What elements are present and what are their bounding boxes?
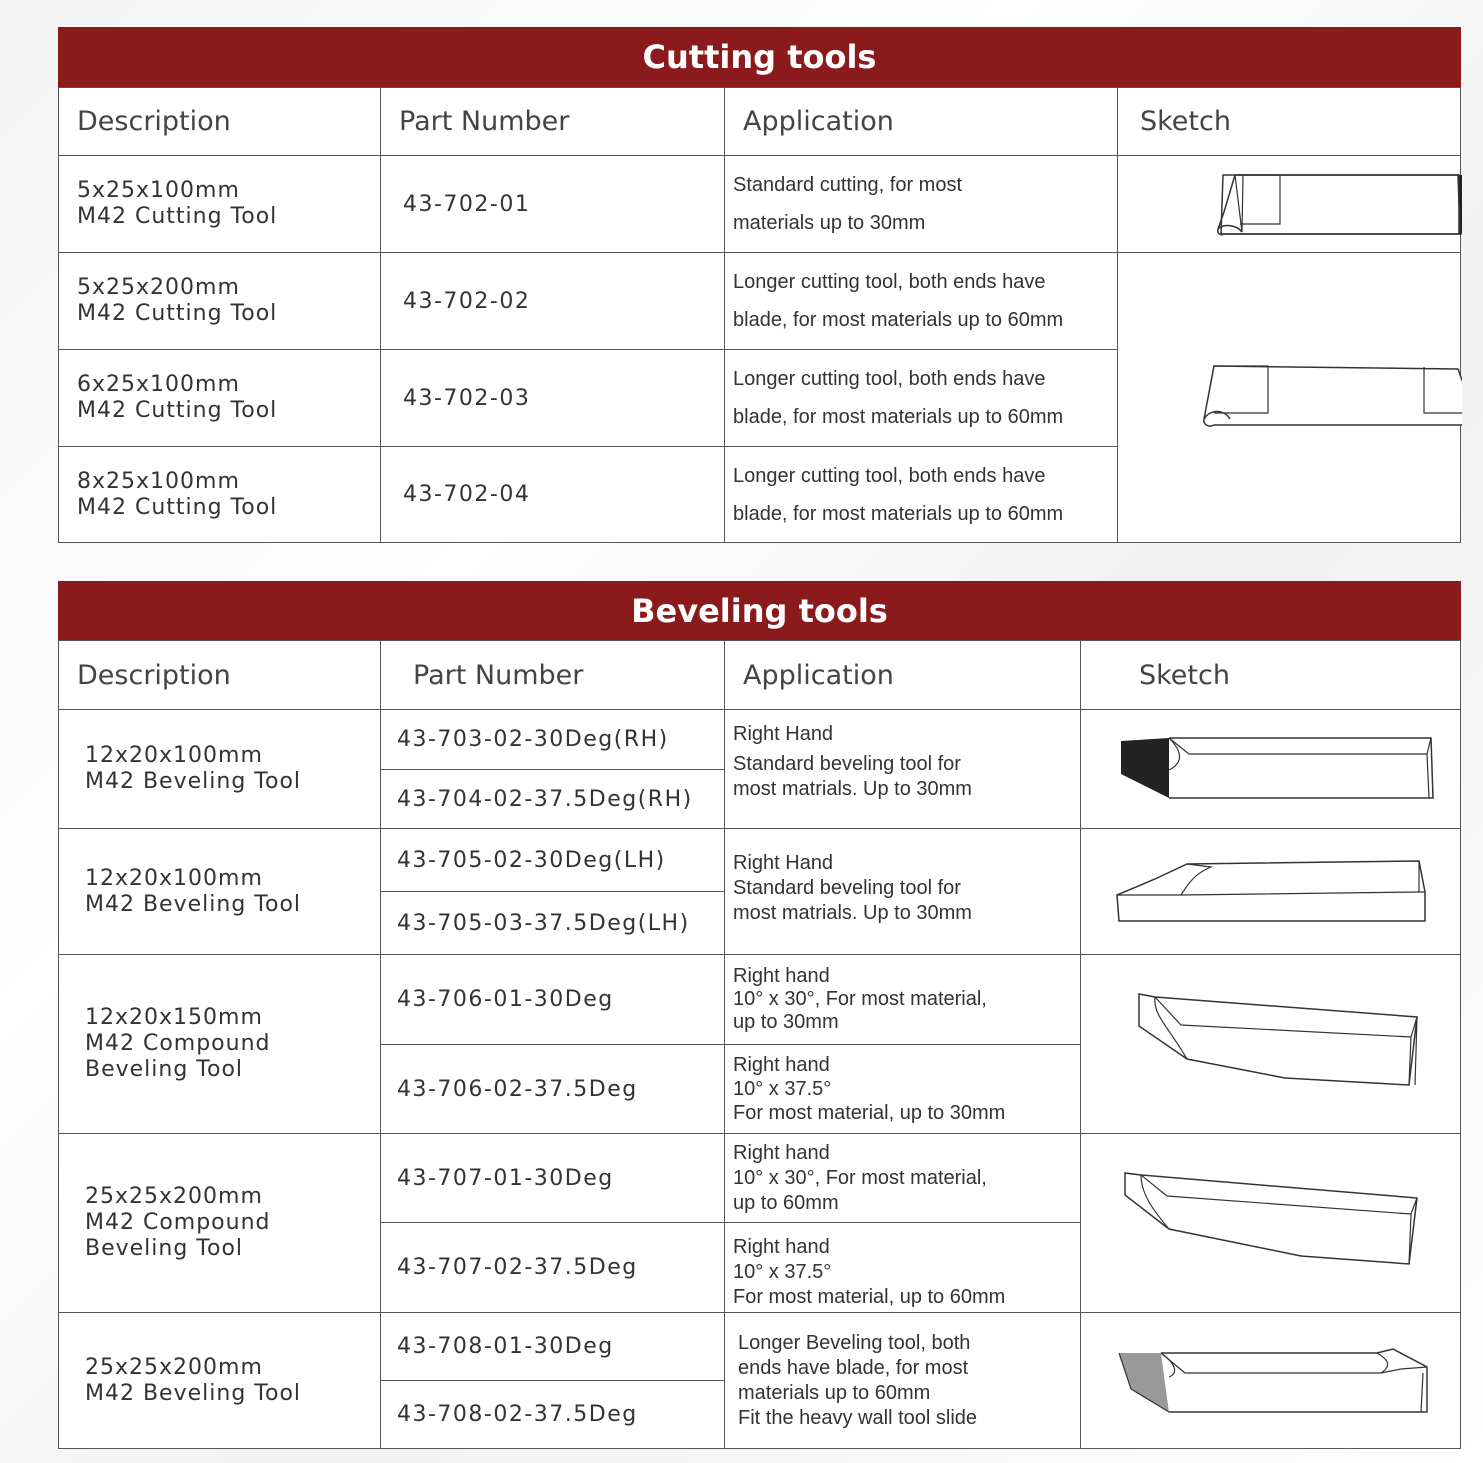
- application-line: Longer cutting tool, both ends have: [733, 464, 1046, 487]
- description-name: M42 Cutting Tool: [77, 204, 278, 229]
- application-line: 10° x 30°, For most material,: [733, 1166, 987, 1189]
- part-number-cell: 43-706-01-30Deg: [380, 954, 725, 1045]
- description-name: M42 Cutting Tool: [77, 301, 278, 326]
- application-line: 10° x 30°, For most material,: [733, 988, 987, 1010]
- part-number-cell: 43-702-04: [380, 446, 725, 543]
- application-cell: [724, 828, 1081, 955]
- application-cell: [724, 446, 1118, 543]
- application-line: ends have blade, for most: [738, 1356, 969, 1379]
- part-number-cell: 43-707-01-30Deg: [380, 1133, 725, 1223]
- application-cell: [724, 1312, 1081, 1449]
- header-sketch: Sketch: [1080, 640, 1461, 710]
- application-line: Right hand: [733, 1054, 830, 1076]
- application-line: Right Hand: [733, 723, 834, 745]
- part-number-cell: 43-702-01: [380, 155, 725, 253]
- header-application: Application: [724, 87, 1118, 156]
- application-line: Fit the heavy wall tool slide: [738, 1406, 978, 1429]
- description-name: M42 Beveling Tool: [85, 1380, 302, 1406]
- cutting-tool-sketch-icon: [1118, 156, 1462, 254]
- part-number-cell: 43-708-01-30Deg: [380, 1312, 725, 1381]
- application-line: Right Hand: [733, 852, 834, 874]
- application-line: For most material, up to 30mm: [733, 1102, 1006, 1124]
- compound-beveling-tool-large-sketch-icon: [1081, 1134, 1462, 1314]
- application-line: materials up to 60mm: [738, 1381, 931, 1404]
- description-cell: [58, 709, 381, 829]
- application-cell: [724, 1222, 1081, 1313]
- double-end-beveling-tool-sketch-icon: [1081, 1313, 1462, 1450]
- beveling-tool-lh-sketch-icon: [1081, 829, 1462, 956]
- application-cell: [724, 709, 1081, 829]
- application-line: most matrials. Up to 30mm: [733, 778, 972, 800]
- application-line: Standard beveling tool for: [733, 877, 961, 899]
- description-name: M42 Cutting Tool: [77, 398, 278, 423]
- application-line: blade, for most materials up to 60mm: [733, 502, 1064, 525]
- description-cell: [58, 446, 381, 543]
- cutting-tools-table: [58, 27, 1461, 543]
- application-line: Right hand: [733, 1141, 830, 1164]
- part-number-cell: 43-702-03: [380, 349, 725, 447]
- application-line: up to 30mm: [733, 1011, 839, 1033]
- part-number-cell: 43-705-03-37.5Deg(LH): [380, 891, 725, 955]
- sketch-cell: [1080, 1312, 1461, 1449]
- description-cell: [58, 1312, 381, 1449]
- application-line: Right hand: [733, 965, 830, 987]
- description-name: M42 Compound: [85, 1031, 271, 1056]
- description-cell: [58, 828, 381, 955]
- part-number-cell: 43-704-02-37.5Deg(RH): [380, 769, 725, 829]
- description-name: M42 Beveling Tool: [85, 891, 302, 917]
- application-line: 10° x 37.5°: [733, 1261, 832, 1283]
- description-size: 25x25x200mm: [85, 1184, 263, 1209]
- description-size: 25x25x200mm: [85, 1354, 263, 1380]
- header-description: Description: [58, 87, 381, 156]
- description-size: 12x20x100mm: [85, 865, 263, 891]
- description-cell: [58, 954, 381, 1134]
- application-line: Longer cutting tool, both ends have: [733, 271, 1046, 293]
- description-size: 5x25x200mm: [77, 275, 240, 300]
- application-cell: [724, 155, 1118, 253]
- application-line: blade, for most materials up to 60mm: [733, 406, 1064, 428]
- part-number-cell: 43-706-02-37.5Deg: [380, 1044, 725, 1134]
- sketch-cell: [1080, 709, 1461, 829]
- application-line: 10° x 37.5°: [733, 1078, 832, 1100]
- description-name: M42 Compound: [85, 1210, 271, 1235]
- description-size: 6x25x100mm: [77, 372, 240, 397]
- application-line: Longer cutting tool, both ends have: [733, 368, 1046, 390]
- compound-beveling-tool-sketch-icon: [1081, 955, 1462, 1135]
- part-number-cell: 43-708-02-37.5Deg: [380, 1380, 725, 1449]
- beveling-tools-title: Beveling tools: [58, 581, 1461, 641]
- description-name: Beveling Tool: [85, 1057, 244, 1082]
- description-cell: [58, 252, 381, 350]
- part-number-cell: 43-702-02: [380, 252, 725, 350]
- header-sketch: Sketch: [1117, 87, 1461, 156]
- beveling-tool-rh-sketch-icon: [1081, 710, 1462, 830]
- application-line: up to 60mm: [733, 1191, 839, 1214]
- description-name: M42 Beveling Tool: [85, 769, 302, 794]
- application-line: Longer Beveling tool, both: [738, 1331, 971, 1354]
- header-part-number: Part Number: [380, 87, 725, 156]
- sketch-cell: [1080, 954, 1461, 1134]
- application-cell: [724, 954, 1081, 1045]
- header-part-number: Part Number: [380, 640, 725, 710]
- application-line: materials up to 30mm: [733, 212, 926, 234]
- sketch-cell: [1080, 828, 1461, 955]
- double-end-cutting-tool-sketch-icon: [1118, 253, 1462, 544]
- application-line: Standard cutting, for most: [733, 174, 963, 196]
- description-size: 12x20x100mm: [85, 743, 263, 768]
- description-size: 5x25x100mm: [77, 178, 240, 203]
- application-line: For most material, up to 60mm: [733, 1286, 1006, 1308]
- header-description: Description: [58, 640, 381, 710]
- sketch-cell: [1117, 252, 1461, 543]
- application-cell: [724, 252, 1118, 350]
- part-number-cell: 43-707-02-37.5Deg: [380, 1222, 725, 1313]
- sketch-cell: [1080, 1133, 1461, 1313]
- application-line: Standard beveling tool for: [733, 753, 961, 775]
- description-cell: [58, 1133, 381, 1313]
- description-cell: [58, 155, 381, 253]
- header-application: Application: [724, 640, 1081, 710]
- application-cell: [724, 1133, 1081, 1223]
- application-cell: [724, 349, 1118, 447]
- application-cell: [724, 1044, 1081, 1134]
- part-number-cell: 43-705-02-30Deg(LH): [380, 828, 725, 892]
- description-name: Beveling Tool: [85, 1236, 244, 1261]
- cutting-tools-title: Cutting tools: [58, 27, 1461, 87]
- beveling-tools-table: [58, 581, 1461, 1449]
- description-size: 8x25x100mm: [77, 468, 240, 494]
- description-name: M42 Cutting Tool: [77, 494, 278, 520]
- description-cell: [58, 349, 381, 447]
- application-line: Right hand: [733, 1236, 830, 1258]
- application-line: most matrials. Up to 30mm: [733, 902, 972, 924]
- application-line: blade, for most materials up to 60mm: [733, 309, 1064, 331]
- sketch-cell: [1117, 155, 1461, 253]
- part-number-cell: 43-703-02-30Deg(RH): [380, 709, 725, 770]
- description-size: 12x20x150mm: [85, 1005, 263, 1030]
